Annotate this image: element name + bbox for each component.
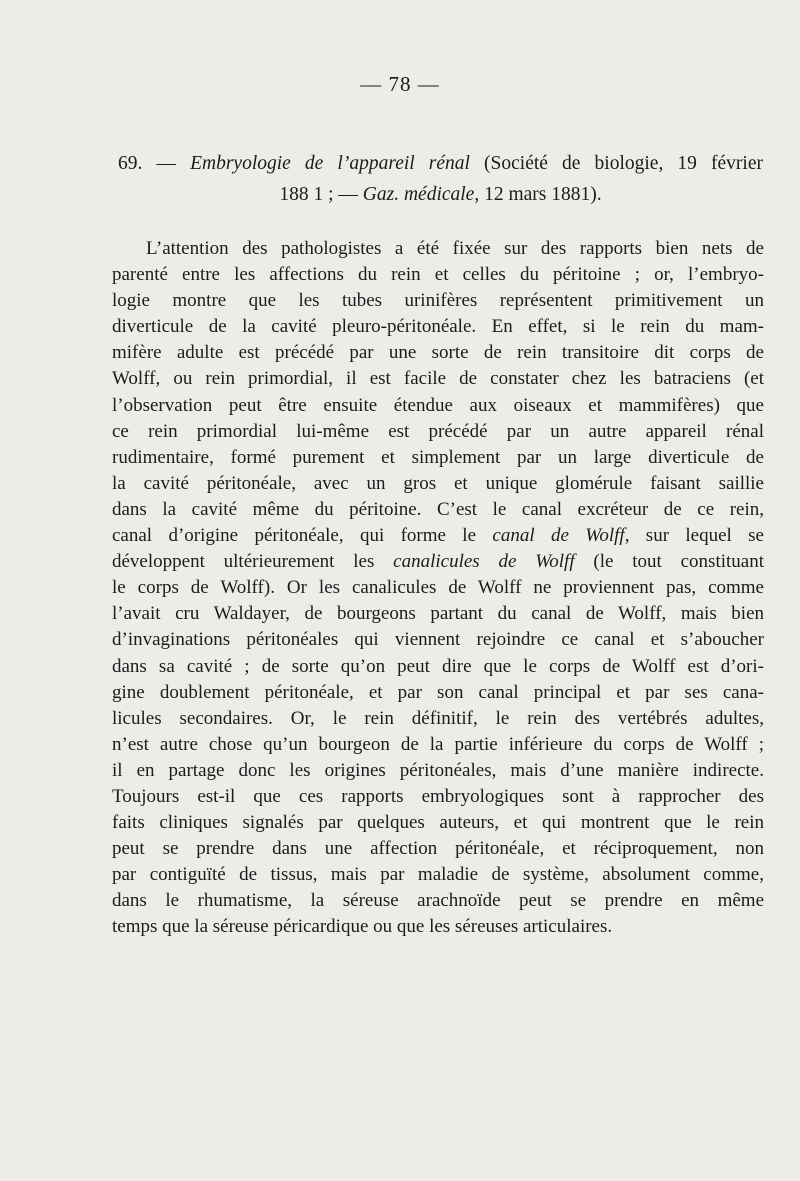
text-line: par contiguïté de tissus, mais par maladie de système, absolument comme, xyxy=(112,864,764,886)
text-line: L’attention des pathologistes a été fixée sur des rapports bien nets de xyxy=(146,238,764,259)
text-line: gine doublement péritonéale, et par son canal principal et par ses cana- xyxy=(112,681,764,703)
entry-heading xyxy=(118,148,763,210)
text-line: il en partage donc les origines péritonéales, mais d’une manière indirecte. xyxy=(112,759,764,781)
text-segment: (le tout constituant xyxy=(574,551,764,573)
italic-term: canal de Wolff xyxy=(492,525,625,547)
italic-term: canalicules de Wolff xyxy=(393,551,575,573)
text-line: logie montre que les tubes urinifères représentent primitivement un xyxy=(112,290,764,312)
text-line: faits cliniques signalés par quelques auteurs, et qui montrent que le rein xyxy=(112,812,764,834)
text-line: la cavité péritonéale, avec un gros et unique glomérule faisant saillie xyxy=(112,472,764,494)
text-segment: canal d’origine péritonéale, qui forme le xyxy=(112,525,493,547)
text-line: dans le rhumatisme, la séreuse arachnoïde peut se prendre en même xyxy=(112,890,764,912)
heading-line-2 xyxy=(118,179,763,210)
text-line: d’invaginations péritonéales qui viennent rejoindre ce canal et s’aboucher xyxy=(112,629,764,651)
text-segment: , sur lequel se xyxy=(624,525,764,547)
heading-line-1 xyxy=(118,148,763,179)
text-line xyxy=(112,549,764,575)
text-line: diverticule de la cavité pleuro-péritonéale. En effet, si le rein du mam- xyxy=(112,316,764,338)
text-line: l’observation peut être ensuite étendue aux oiseaux et mammifères) que xyxy=(112,394,764,416)
text-line: l’avait cru Waldayer, de bourgeons partant du canal de Wolff, mais bien xyxy=(112,603,764,625)
text-line: temps que la séreuse péricardique ou que les séreuses articulaires. xyxy=(112,916,613,938)
text-line: Toujours est-il que ces rapports embryologiques sont à rapprocher des xyxy=(112,785,764,807)
text-line: le corps de Wolff). Or les canalicules de Wolff ne proviennent pas, comme xyxy=(112,577,764,599)
entry-number: 69. — xyxy=(118,153,191,174)
text-line: peut se prendre dans une affection péritonéale, et réciproquement, non xyxy=(112,838,764,860)
text-line: mifère adulte est précédé par une sorte de rein transitoire dit corps de xyxy=(112,342,764,364)
text-line: Wolff, ou rein primordial, il est facile de constater chez les batraciens (et xyxy=(112,368,764,390)
text-line: n’est autre chose qu’un bourgeon de la partie inférieure du corps de Wolff ; xyxy=(112,733,764,755)
text-line: rudimentaire, formé purement et simplement par un large diverticule de xyxy=(112,446,764,468)
text-line: licules secondaires. Or, le rein définitif, le rein des vertébrés adultes, xyxy=(112,707,764,729)
body-paragraph xyxy=(112,236,764,941)
page-number: — 78 — xyxy=(360,72,440,96)
heading-source: (Société de biologie, 19 février xyxy=(469,153,763,174)
text-line: parenté entre les affections du rein et celles du péritoine ; or, l’embryo- xyxy=(112,264,764,286)
text-line: dans la cavité même du péritoine. C’est le canal excréteur de ce rein, xyxy=(112,498,764,520)
heading-year: 188 1 ; — xyxy=(279,184,363,205)
text-line: ce rein primordial lui-même est précédé par un autre appareil rénal xyxy=(112,420,764,442)
text-line xyxy=(112,523,764,549)
journal-title: Gaz. médicale xyxy=(362,184,475,205)
text-line: dans sa cavité ; de sorte qu’on peut dire que le corps de Wolff est d’ori- xyxy=(112,655,764,677)
journal-date: , 12 mars 1881). xyxy=(474,184,602,205)
text-segment: développent ultérieurement les xyxy=(112,551,394,573)
entry-title: Embryologie de l’appareil rénal xyxy=(190,153,470,174)
